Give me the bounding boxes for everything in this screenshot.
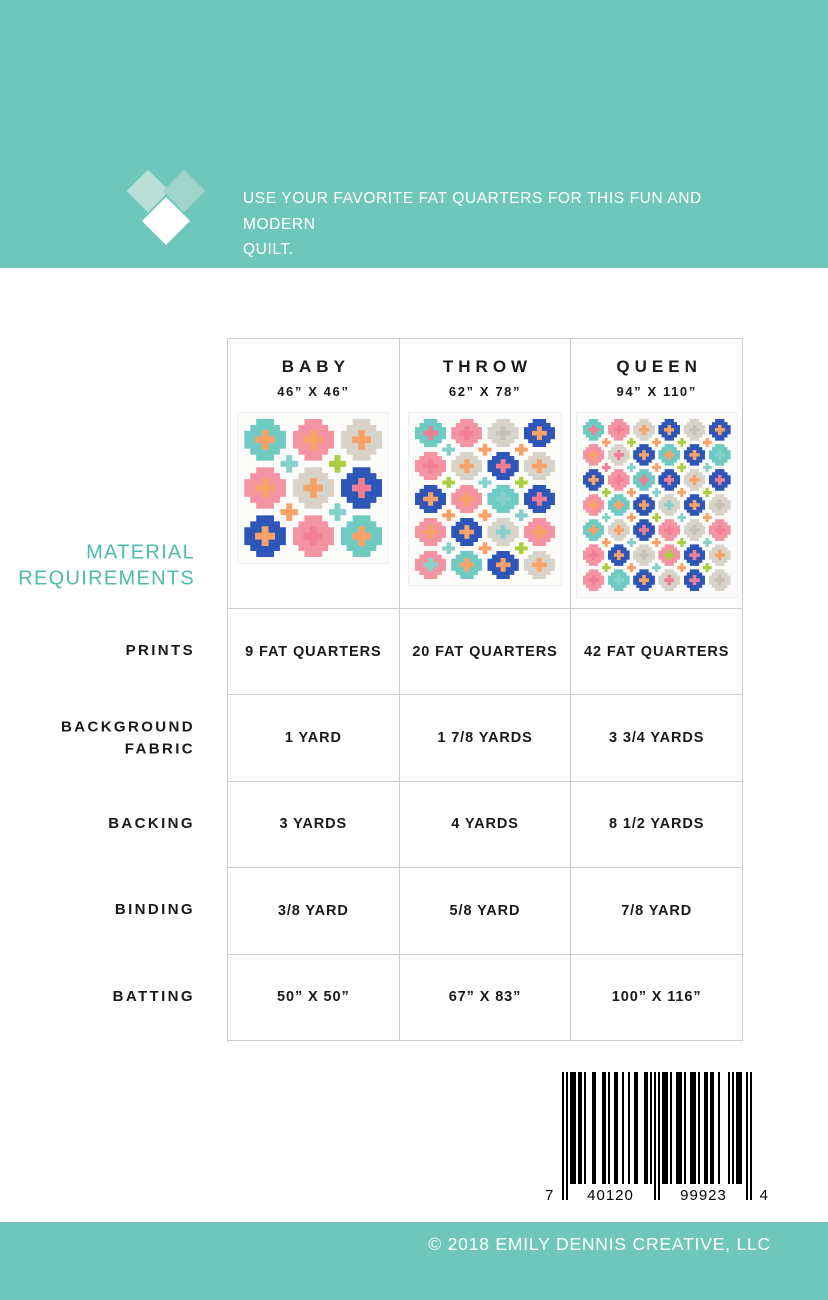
plus-icon [532, 492, 547, 506]
plus-icon [423, 558, 438, 572]
quilt-flower [709, 444, 731, 466]
plus-icon [532, 558, 547, 572]
plus-icon [602, 488, 611, 497]
quilt-flower [709, 519, 731, 541]
plus-icon [652, 488, 661, 497]
quilt-flower [415, 485, 446, 513]
plus-icon [664, 550, 674, 560]
plus-icon [627, 513, 636, 522]
heart-logo-icon [118, 160, 228, 265]
quilt-flower [487, 485, 518, 513]
plus-icon [442, 444, 455, 456]
plus-icon [588, 550, 598, 560]
plus-icon [652, 563, 661, 572]
plus-icon [352, 430, 372, 450]
plus-icon [442, 477, 455, 489]
plus-icon [639, 425, 649, 435]
plus-icon [459, 525, 474, 539]
table-cell: 1 YARD [228, 695, 400, 781]
table-cell: 20 FAT QUARTERS [400, 609, 572, 695]
table-cell: 100” X 116” [571, 955, 743, 1041]
quilt-flower [244, 515, 286, 557]
plus-icon [588, 450, 598, 460]
plus-icon [652, 538, 661, 547]
plus-icon [602, 538, 611, 547]
table-cell: 50” X 50” [228, 955, 400, 1041]
quilt-flower [293, 515, 335, 557]
table-cell: 42 FAT QUARTERS [571, 609, 743, 695]
quilt-flower [709, 469, 731, 491]
table-cell: 3/8 YARD [228, 868, 400, 954]
quilt-flower [658, 444, 680, 466]
quilt-flower [451, 452, 482, 480]
row-label-binding: BINDING [114, 901, 195, 919]
plus-icon [614, 475, 624, 485]
plus-icon [352, 478, 372, 498]
copyright-text: © 2018 EMILY DENNIS CREATIVE, LLC [428, 1234, 771, 1254]
plus-icon [442, 542, 455, 554]
quilt-flower [583, 469, 605, 491]
quilt-flower [633, 569, 655, 591]
quilt-flower [608, 419, 630, 441]
quilt-flower [608, 469, 630, 491]
plus-icon [639, 575, 649, 585]
plus-icon [329, 455, 346, 472]
table-cell: 3 3/4 YARDS [571, 695, 743, 781]
quilt-flower [415, 419, 446, 447]
quilt-flower [709, 544, 731, 566]
footer-band [0, 1222, 828, 1300]
plus-icon [459, 426, 474, 440]
quilt-flower [633, 494, 655, 516]
quilt-flower [293, 419, 335, 461]
plus-icon [652, 513, 661, 522]
quilt-flower [658, 544, 680, 566]
plus-icon [677, 438, 686, 447]
column-header-queen [571, 339, 743, 609]
plus-icon [602, 463, 611, 472]
plus-icon [423, 426, 438, 440]
quilt-flower [451, 485, 482, 513]
plus-icon [423, 492, 438, 506]
plus-icon [614, 575, 624, 585]
quilt-flower [608, 544, 630, 566]
plus-icon [689, 450, 699, 460]
plus-icon [627, 488, 636, 497]
table-cell: 1 7/8 YARDS [400, 695, 572, 781]
plus-icon [652, 463, 661, 472]
plus-icon [478, 477, 491, 489]
plus-icon [677, 463, 686, 472]
quilt-flower [341, 467, 383, 509]
plus-icon [515, 444, 528, 456]
quilt-flower [608, 519, 630, 541]
plus-icon [614, 425, 624, 435]
plus-icon [664, 425, 674, 435]
quilt-flower [608, 569, 630, 591]
quilt-flower [658, 519, 680, 541]
plus-icon [627, 538, 636, 547]
quilt-flower [583, 544, 605, 566]
plus-icon [639, 450, 649, 460]
quilt-flower [487, 452, 518, 480]
quilt-flower [633, 519, 655, 541]
quilt-flower [709, 494, 731, 516]
plus-icon [602, 438, 611, 447]
quilt-flower [524, 485, 555, 513]
plus-icon [459, 492, 474, 506]
plus-icon [639, 525, 649, 535]
table-cell: 5/8 YARD [400, 868, 572, 954]
quilt-flower [415, 551, 446, 579]
quilt-flower [684, 469, 706, 491]
quilt-flower [583, 419, 605, 441]
table-cell: 7/8 YARD [571, 868, 743, 954]
tagline-line-1: USE YOUR FAVORITE FAT QUARTERS FOR THIS FUN AND MODERN [243, 190, 702, 233]
plus-icon [614, 550, 624, 560]
table-cell: 8 1/2 YARDS [571, 782, 743, 868]
plus-icon [280, 503, 297, 520]
quilt-flower [608, 494, 630, 516]
plus-icon [588, 500, 598, 510]
quilt-flower [633, 444, 655, 466]
table-cell: 4 YARDS [400, 782, 572, 868]
quilt-flower [583, 444, 605, 466]
quilt-flower [658, 569, 680, 591]
quilt-flower [658, 494, 680, 516]
barcode-bars [562, 1072, 752, 1200]
plus-icon [602, 513, 611, 522]
quilt-flower [451, 551, 482, 579]
row-label-backing: BACKING [108, 815, 195, 833]
plus-icon [664, 500, 674, 510]
plus-icon [677, 538, 686, 547]
plus-icon [496, 426, 511, 440]
quilt-flower [524, 551, 555, 579]
plus-icon [627, 438, 636, 447]
column-size: 46” X 46” [277, 384, 350, 399]
quilt-preview-baby [237, 412, 389, 564]
quilt-flower [244, 467, 286, 509]
quilt-flower [487, 518, 518, 546]
plus-icon [715, 450, 725, 460]
upc-barcode [545, 1072, 769, 1204]
quilt-flower [633, 419, 655, 441]
plus-icon [496, 525, 511, 539]
quilt-flower [415, 452, 446, 480]
column-size: 94” X 110” [616, 384, 697, 399]
quilt-flower [684, 544, 706, 566]
plus-icon [532, 525, 547, 539]
barcode-digit-first: 7 [545, 1187, 555, 1204]
quilt-flower [451, 518, 482, 546]
plus-icon [588, 525, 598, 535]
column-name: QUEEN [616, 357, 702, 376]
quilt-flower [524, 419, 555, 447]
plus-icon [255, 526, 275, 546]
plus-icon [280, 455, 297, 472]
quilt-flower [583, 494, 605, 516]
plus-icon [677, 563, 686, 572]
column-name: THROW [442, 357, 533, 376]
plus-icon [689, 575, 699, 585]
row-label-prints: PRINTS [125, 642, 195, 660]
plus-icon [715, 575, 725, 585]
plus-icon [715, 500, 725, 510]
table-cell: 9 FAT QUARTERS [228, 609, 400, 695]
quilt-flower [487, 551, 518, 579]
plus-icon [303, 526, 323, 546]
plus-icon [459, 558, 474, 572]
plus-icon [715, 525, 725, 535]
size-table [227, 338, 743, 1042]
plus-icon [677, 513, 686, 522]
plus-icon [664, 575, 674, 585]
plus-icon [689, 525, 699, 535]
plus-icon [689, 550, 699, 560]
quilt-flower [583, 519, 605, 541]
plus-icon [478, 509, 491, 521]
plus-icon [459, 459, 474, 473]
plus-icon [614, 450, 624, 460]
plus-icon [478, 542, 491, 554]
table-cell: 3 YARDS [228, 782, 400, 868]
quilt-flower [684, 569, 706, 591]
plus-icon [423, 459, 438, 473]
plus-icon [664, 525, 674, 535]
plus-icon [703, 538, 712, 547]
header-band [0, 0, 828, 268]
quilt-flower [341, 419, 383, 461]
plus-icon [703, 563, 712, 572]
plus-icon [689, 475, 699, 485]
plus-icon [639, 475, 649, 485]
barcode-module [750, 1072, 752, 1200]
quilt-flower [244, 419, 286, 461]
quilt-flower [684, 519, 706, 541]
plus-icon [614, 500, 624, 510]
quilt-flower [524, 518, 555, 546]
row-label-background-fabric: BACKGROUND FABRIC [61, 718, 195, 757]
quilt-flower [293, 467, 335, 509]
plus-icon [496, 459, 511, 473]
plus-icon [496, 558, 511, 572]
plus-icon [715, 550, 725, 560]
plus-icon [303, 478, 323, 498]
plus-icon [255, 478, 275, 498]
plus-icon [496, 492, 511, 506]
plus-icon [255, 430, 275, 450]
quilt-flower [684, 419, 706, 441]
plus-icon [329, 503, 346, 520]
plus-icon [442, 509, 455, 521]
row-label-batting: BATTING [112, 988, 195, 1006]
plus-icon [515, 509, 528, 521]
plus-icon [703, 513, 712, 522]
plus-icon [423, 525, 438, 539]
barcode-digit-last: 4 [759, 1187, 769, 1204]
quilt-flower [415, 518, 446, 546]
plus-icon [627, 563, 636, 572]
plus-icon [715, 425, 725, 435]
quilt-flower [583, 569, 605, 591]
quilt-flower [684, 494, 706, 516]
plus-icon [588, 475, 598, 485]
quilt-flower [633, 469, 655, 491]
quilt-flower [608, 444, 630, 466]
plus-icon [478, 444, 491, 456]
plus-icon [677, 488, 686, 497]
plus-icon [515, 477, 528, 489]
quilt-flower [633, 544, 655, 566]
quilt-flower [684, 444, 706, 466]
plus-icon [352, 526, 372, 546]
tagline-line-2: QUILT. [243, 241, 294, 259]
material-requirements-label [0, 540, 195, 593]
plus-icon [664, 475, 674, 485]
plus-icon [689, 425, 699, 435]
plus-icon [627, 463, 636, 472]
plus-icon [614, 525, 624, 535]
quilt-flower [709, 419, 731, 441]
plus-icon [532, 426, 547, 440]
plus-icon [652, 438, 661, 447]
plus-icon [639, 550, 649, 560]
quilt-flower [709, 569, 731, 591]
plus-icon [689, 500, 699, 510]
table-cell: 67” X 83” [400, 955, 572, 1041]
quilt-preview-queen [576, 412, 738, 598]
column-name: BABY [281, 357, 350, 376]
plus-icon [532, 459, 547, 473]
quilt-flower [487, 419, 518, 447]
plus-icon [303, 430, 323, 450]
column-size: 62” X 78” [448, 384, 522, 399]
quilt-preview-throw [408, 412, 562, 586]
quilt-flower [658, 419, 680, 441]
plus-icon [703, 488, 712, 497]
plus-icon [602, 563, 611, 572]
plus-icon [515, 542, 528, 554]
barcode-digits-right: 99923 [680, 1187, 727, 1204]
column-header-baby [228, 339, 400, 609]
plus-icon [664, 450, 674, 460]
plus-icon [715, 475, 725, 485]
barcode-digits-left: 40120 [587, 1187, 634, 1204]
section-label-line-2: REQUIREMENTS [18, 568, 195, 590]
plus-icon [639, 500, 649, 510]
plus-icon [703, 463, 712, 472]
quilt-flower [524, 452, 555, 480]
tagline [243, 186, 763, 263]
quilt-flower [658, 469, 680, 491]
plus-icon [703, 438, 712, 447]
column-header-throw [400, 339, 572, 609]
section-label-line-1: MATERIAL [86, 541, 195, 564]
quilt-flower [341, 515, 383, 557]
plus-icon [588, 425, 598, 435]
plus-icon [588, 575, 598, 585]
quilt-flower [451, 419, 482, 447]
